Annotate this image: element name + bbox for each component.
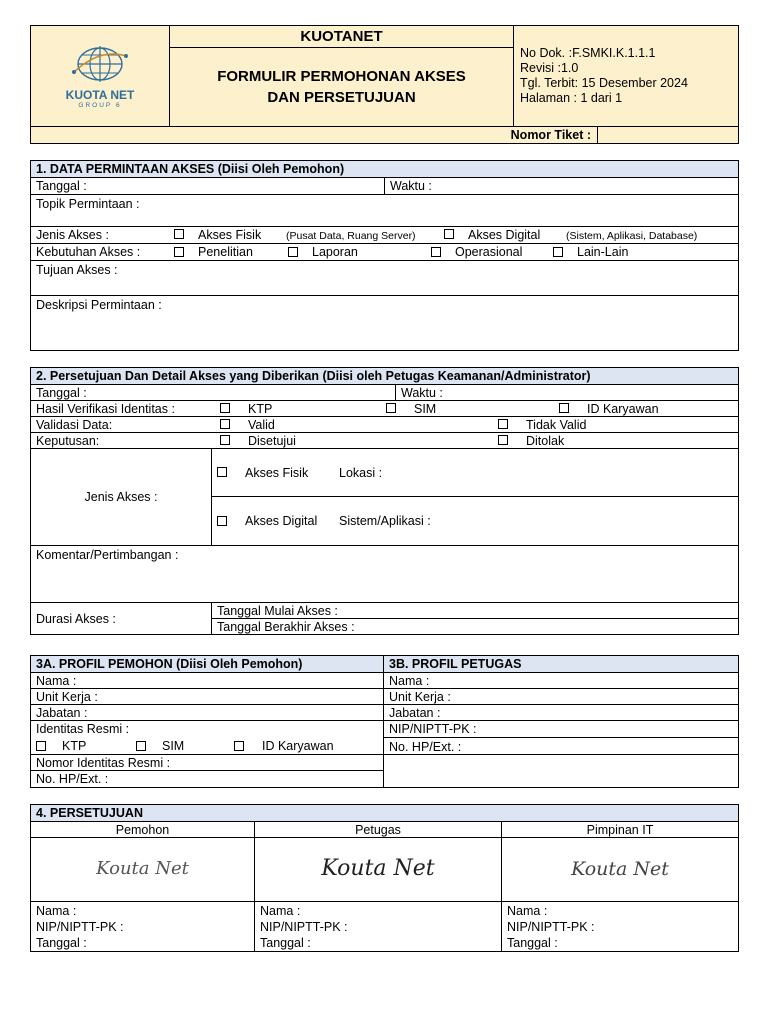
section-approval-details (30, 367, 739, 635)
section3a-title: 3A. PROFIL PEMOHON (Diisi Oleh Pemohon) (31, 656, 384, 673)
approved-checkbox[interactable] (220, 435, 230, 445)
officer-position-field[interactable]: Jabatan : (384, 705, 739, 721)
identity-verification-row (31, 401, 739, 417)
form-title (170, 48, 514, 127)
research-label: Penelitian (198, 245, 253, 259)
applicant-phone-field[interactable]: No. HP/Ext. : (31, 771, 384, 788)
document-header (30, 25, 739, 144)
start-date-field[interactable]: Tanggal Mulai Akses : (212, 603, 739, 619)
it-lead-column-header: Pimpinan IT (502, 822, 739, 838)
applicant-id-card-checkbox[interactable] (234, 741, 244, 751)
other-label: Lain-Lain (577, 245, 629, 259)
granted-physical-checkbox[interactable] (217, 467, 227, 477)
applicant-ktp-label: KTP (62, 739, 87, 753)
access-need-label: Kebutuhan Akses : (36, 245, 141, 259)
officer-signer-details (255, 902, 502, 952)
officer-signer-name[interactable]: Nama : (260, 904, 301, 918)
digital-access-checkbox[interactable] (444, 229, 454, 239)
officer-unit-field[interactable]: Unit Kerja : (384, 689, 739, 705)
applicant-signature[interactable] (31, 838, 255, 902)
applicant-name-field[interactable]: Nama : (31, 673, 384, 689)
granted-physical-row (212, 449, 739, 497)
valid-checkbox[interactable] (220, 419, 230, 429)
officer-nip-field[interactable]: NIP/NIPTT-PK : (384, 722, 738, 738)
applicant-unit-field[interactable]: Unit Kerja : (31, 689, 384, 705)
request-time-field[interactable]: Waktu : (385, 178, 739, 195)
verify-sim-checkbox[interactable] (386, 403, 396, 413)
officer-nip-phone-cell (384, 721, 739, 755)
section-profiles (30, 655, 739, 788)
applicant-sim-checkbox[interactable] (136, 741, 146, 751)
section3b-title: 3B. PROFIL PETUGAS (384, 656, 739, 673)
granted-physical-label: Akses Fisik (245, 465, 309, 480)
logo-text: KUOTA NET (65, 88, 135, 102)
it-lead-signature-text: Kouta Net (571, 857, 669, 880)
company-name: KUOTANET (170, 26, 514, 48)
request-description-field[interactable]: Deskripsi Permintaan : (31, 296, 739, 351)
ticket-label: Nomor Tiket : (31, 127, 598, 144)
location-field[interactable]: Lokasi : (339, 465, 383, 480)
access-type-label: Jenis Akses : (36, 227, 109, 242)
invalid-checkbox[interactable] (498, 419, 508, 429)
duration-label: Durasi Akses : (31, 603, 212, 635)
verify-ktp-label: KTP (248, 401, 273, 416)
applicant-position-field[interactable]: Jabatan : (31, 705, 384, 721)
decision-row (31, 433, 739, 449)
applicant-signer-details (31, 902, 255, 952)
officer-signer-nip[interactable]: NIP/NIPTT-PK : (260, 920, 348, 934)
verify-id-card-checkbox[interactable] (559, 403, 569, 413)
granted-digital-row (212, 497, 739, 546)
access-type-row (31, 227, 739, 244)
section2-title: 2. Persetujuan Dan Detail Akses yang Diberikan (Diisi oleh Petugas Keamanan/Administrator) (31, 368, 739, 385)
verify-id-card-label: ID Karyawan (587, 401, 659, 416)
section-access-request (30, 160, 739, 351)
section-signatures (30, 804, 739, 952)
applicant-signer-name[interactable]: Nama : (36, 904, 77, 918)
report-checkbox[interactable] (288, 247, 298, 257)
approval-date-field[interactable]: Tanggal : (31, 385, 396, 401)
rejected-checkbox[interactable] (498, 435, 508, 445)
ticket-number-field[interactable] (598, 127, 739, 144)
officer-phone-field[interactable]: No. HP/Ext. : (389, 740, 462, 754)
other-checkbox[interactable] (553, 247, 563, 257)
identity-verification-label: Hasil Verifikasi Identitas : (36, 401, 175, 416)
officer-blank-cell (384, 755, 739, 788)
approved-label: Disetujui (248, 433, 296, 448)
applicant-column-header: Pemohon (31, 822, 255, 838)
applicant-signer-date[interactable]: Tanggal : (36, 936, 87, 950)
logo-cell (31, 26, 170, 127)
applicant-id-number-field[interactable]: Nomor Identitas Resmi : (31, 755, 384, 771)
applicant-id-card-label: ID Karyawan (262, 739, 334, 753)
official-id-label: Identitas Resmi : (36, 722, 130, 736)
revision: Revisi :1.0 (520, 61, 579, 75)
access-need-row (31, 244, 739, 261)
digital-access-note: (Sistem, Aplikasi, Database) (566, 229, 698, 242)
digital-access-label: Akses Digital (468, 227, 541, 242)
section4-title: 4. PERSETUJUAN (31, 805, 739, 822)
report-label: Laporan (312, 245, 358, 259)
valid-label: Valid (248, 417, 275, 432)
it-lead-signer-date[interactable]: Tanggal : (507, 936, 558, 950)
granted-digital-label: Akses Digital (245, 514, 318, 528)
invalid-label: Tidak Valid (526, 417, 587, 432)
logo-subtext: GROUP 6 (78, 102, 122, 109)
it-lead-signer-details (502, 902, 739, 952)
access-purpose-field[interactable]: Tujuan Akses : (31, 261, 739, 296)
data-validation-label: Validasi Data: (36, 417, 113, 432)
it-lead-signer-name[interactable]: Nama : (507, 904, 548, 918)
physical-access-note: (Pusat Data, Ruang Server) (286, 229, 416, 242)
system-field[interactable]: Sistem/Aplikasi : (339, 514, 431, 528)
form-title-line1: FORMULIR PERMOHONAN AKSES (217, 68, 466, 85)
data-validation-row (31, 417, 739, 433)
official-id-options (36, 739, 378, 753)
decision-label: Keputusan: (36, 433, 100, 448)
page-number: Halaman : 1 dari 1 (520, 91, 623, 105)
officer-name-field[interactable]: Nama : (384, 673, 739, 689)
operational-label: Operasional (455, 245, 523, 259)
applicant-official-id-cell (31, 721, 384, 755)
form-title-line2: DAN PERSETUJUAN (267, 89, 416, 106)
officer-signature[interactable] (255, 838, 502, 902)
research-checkbox[interactable] (174, 247, 184, 257)
document-info (514, 26, 739, 127)
issue-date: Tgl. Terbit: 15 Desember 2024 (520, 76, 688, 90)
rejected-label: Ditolak (526, 433, 565, 448)
comment-field[interactable]: Komentar/Pertimbangan : (31, 546, 739, 603)
granted-digital-checkbox[interactable] (217, 516, 227, 526)
request-topic-field[interactable]: Topik Permintaan : (31, 195, 739, 227)
section1-title: 1. DATA PERMINTAAN AKSES (Diisi Oleh Pemohon) (31, 161, 739, 178)
end-date-field[interactable]: Tanggal Berakhir Akses : (212, 619, 739, 635)
officer-column-header: Petugas (255, 822, 502, 838)
officer-signature-text: Kouta Net (321, 855, 435, 881)
applicant-sim-label: SIM (162, 739, 185, 753)
approval-time-field[interactable]: Waktu : (396, 385, 739, 401)
physical-access-label: Akses Fisik (198, 227, 262, 242)
operational-checkbox[interactable] (431, 247, 441, 257)
physical-access-checkbox[interactable] (174, 229, 184, 239)
globe-logo-icon (70, 42, 130, 86)
applicant-signer-nip[interactable]: NIP/NIPTT-PK : (36, 920, 124, 934)
request-date-field[interactable]: Tanggal : (31, 178, 385, 195)
verify-ktp-checkbox[interactable] (220, 403, 230, 413)
verify-sim-label: SIM (414, 401, 437, 416)
it-lead-signer-nip[interactable]: NIP/NIPTT-PK : (507, 920, 595, 934)
doc-number: No Dok. :F.SMKI.K.1.1.1 (520, 46, 656, 60)
applicant-ktp-checkbox[interactable] (36, 741, 46, 751)
it-lead-signature[interactable] (502, 838, 739, 902)
applicant-signature-text: Kouta Net (96, 858, 189, 879)
granted-access-type-label: Jenis Akses : (31, 449, 212, 546)
officer-signer-date[interactable]: Tanggal : (260, 936, 311, 950)
